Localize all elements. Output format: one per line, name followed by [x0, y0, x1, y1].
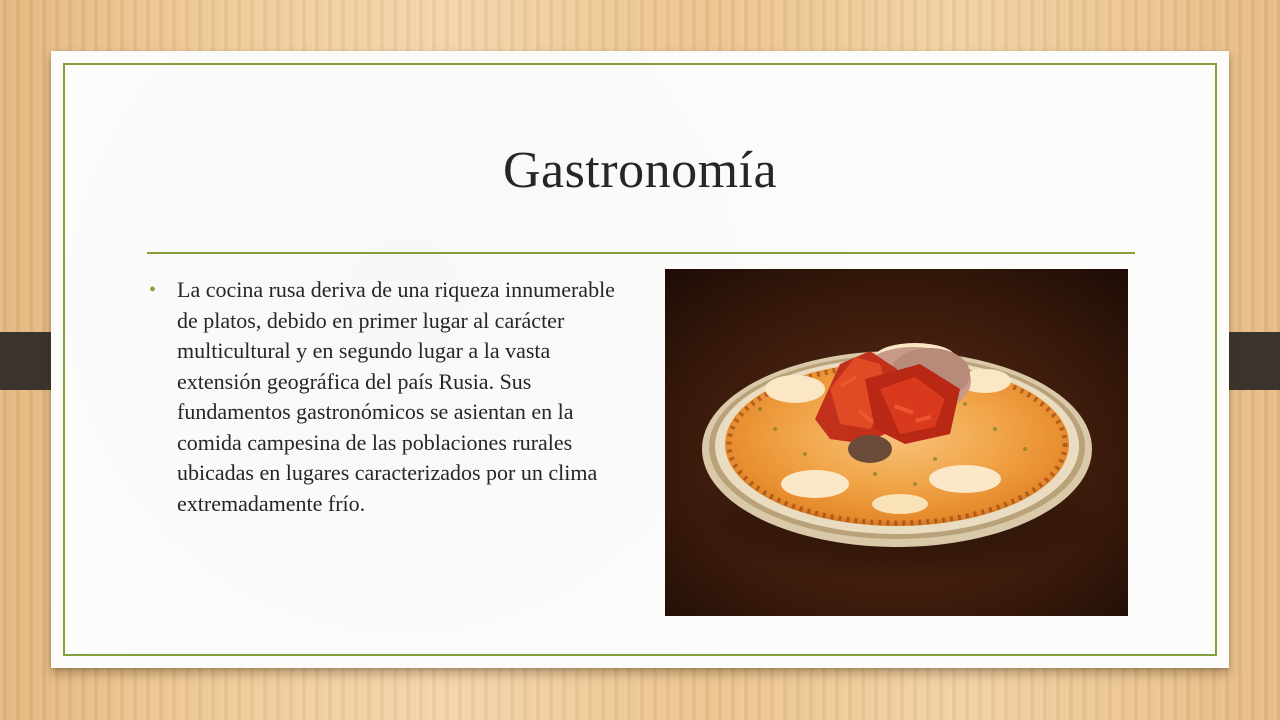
slide-title: Gastronomía	[502, 142, 778, 199]
soup-bowl-photo	[665, 269, 1128, 616]
bullet-icon: •	[149, 279, 157, 301]
title-divider	[147, 252, 1135, 254]
bullet-item	[147, 275, 633, 519]
bullet-text: La cocina rusa deriva de una riqueza innumerable de platos, debido en primer lugar al carácter multicultural y en segundo lugar a la vasta extensión geográfica del país Rusia. Sus fundamentos gastronómicos se asientan en la comida campesina de las poblaciones rurales ubicadas en lugares caracterizados por un clima extremadamente frío.	[177, 277, 615, 516]
slide	[51, 51, 1229, 668]
